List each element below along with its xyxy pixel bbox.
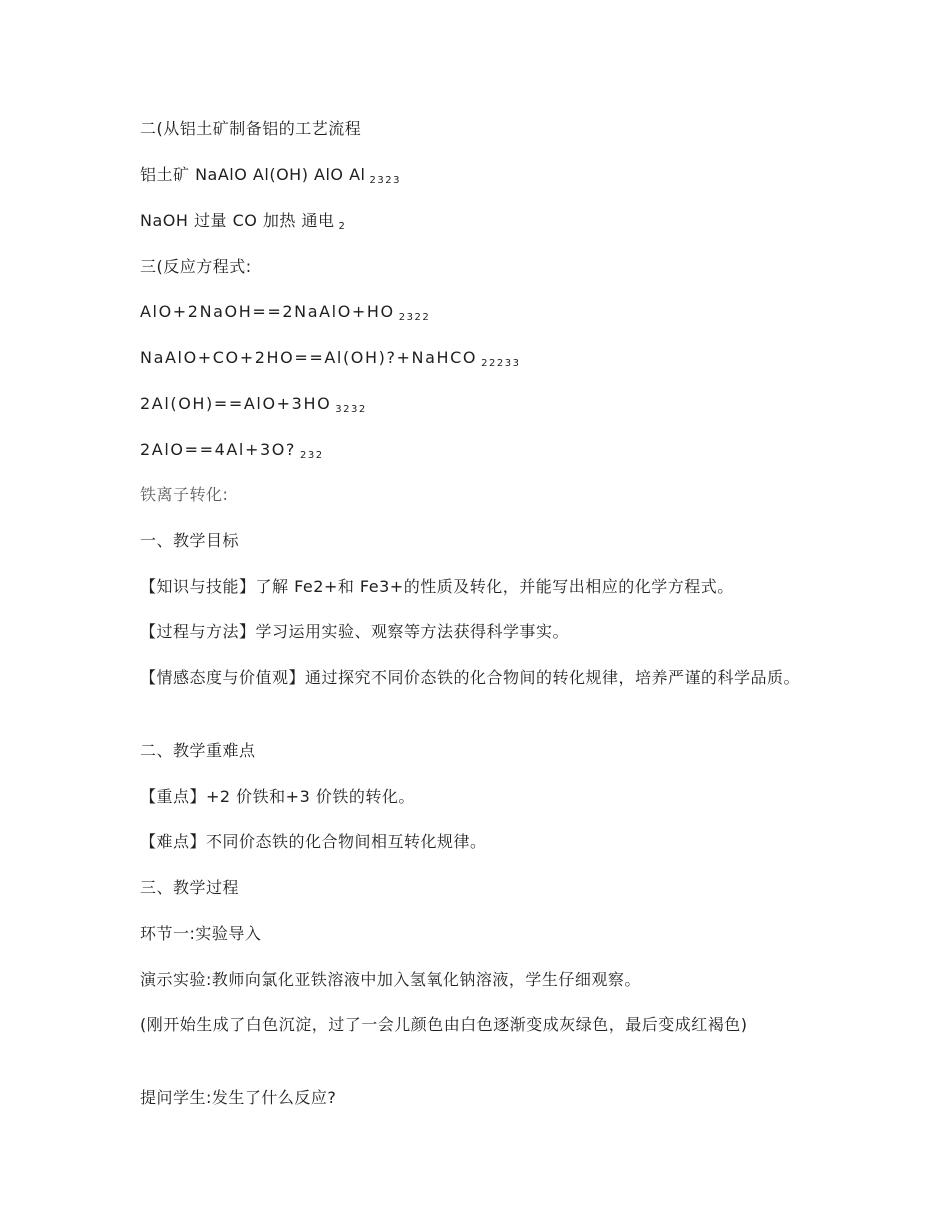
equation-4	[140, 439, 324, 464]
heading-teaching-process	[140, 877, 239, 899]
line-text: 【重点】+2 价铁和+3 价铁的转化。	[140, 787, 415, 806]
process-flow-substances	[140, 164, 401, 189]
line-text: NaAlO+CO+2HO==Al(OH)?+NaHCO	[140, 348, 478, 367]
demo-experiment	[140, 969, 641, 991]
line-text: 三、教学过程	[140, 878, 240, 897]
subscript-digits: 2	[338, 221, 347, 232]
line-text: NaOH 过量 CO 加热 通电	[140, 211, 335, 230]
section-heading-equations	[140, 256, 252, 278]
line-text: 一、教学目标	[140, 531, 240, 550]
line-text: 演示实验:教师向氯化亚铁溶液中加入氢氧化钠溶液，学生仔细观察。	[140, 970, 641, 989]
equation-1	[140, 301, 430, 326]
step-one-intro	[140, 923, 261, 945]
goal-knowledge-skills	[140, 576, 734, 598]
line-text: AlO+2NaOH==2NaAlO+HO	[140, 302, 395, 321]
experiment-observation	[140, 1013, 805, 1037]
line-text: 2Al(OH)==AlO+3HO	[140, 394, 332, 413]
question-to-students	[140, 1087, 336, 1109]
line-text: 提问学生:发生了什么反应?	[140, 1088, 337, 1107]
heading-key-points	[140, 740, 256, 762]
process-flow-conditions	[140, 210, 346, 235]
equation-3	[140, 393, 367, 418]
line-text: 2AlO==4Al+3O?	[140, 440, 297, 459]
line-text: 【情感态度与价值观】通过探究不同价态铁的化合物间的转化规律，培养严谨的科学品质。	[140, 668, 801, 687]
heading-teaching-goals	[140, 530, 239, 552]
line-text: 三(反应方程式:	[140, 257, 252, 276]
line-text: 【过程与方法】学习运用实验、观察等方法获得科学事实。	[140, 622, 570, 641]
line-text: 铝土矿 NaAlO Al(OH) AlO Al	[140, 165, 366, 184]
goal-process-method	[140, 621, 569, 643]
key-point	[140, 786, 415, 808]
line-text: 铁离子转化:	[140, 485, 229, 504]
subscript-digits: 3232	[335, 404, 367, 415]
line-text: 环节一:实验导入	[140, 924, 262, 943]
line-text: 二(从铝土矿制备铝的工艺流程	[140, 119, 362, 138]
subscript-digits: 22233	[481, 358, 521, 369]
subscript-digits: 232	[300, 450, 324, 461]
subscript-digits: 2322	[398, 312, 431, 323]
equation-2	[140, 347, 520, 372]
line-text: 二、教学重难点	[140, 741, 256, 760]
subscript-digits: 2323	[369, 175, 401, 186]
section-heading-iron-ions	[140, 484, 228, 506]
goal-attitude-values	[140, 666, 805, 690]
section-heading-aluminum-process	[140, 118, 361, 140]
line-text: 【难点】不同价态铁的化合物间相互转化规律。	[140, 832, 487, 851]
line-text: (刚开始生成了白色沉淀，过了一会儿颜色由白色逐渐变成灰绿色，最后变成红褐色)	[140, 1015, 748, 1034]
line-text: 【知识与技能】了解 Fe2+和 Fe3+的性质及转化，并能写出相应的化学方程式。	[140, 577, 734, 596]
difficult-point	[140, 831, 487, 853]
